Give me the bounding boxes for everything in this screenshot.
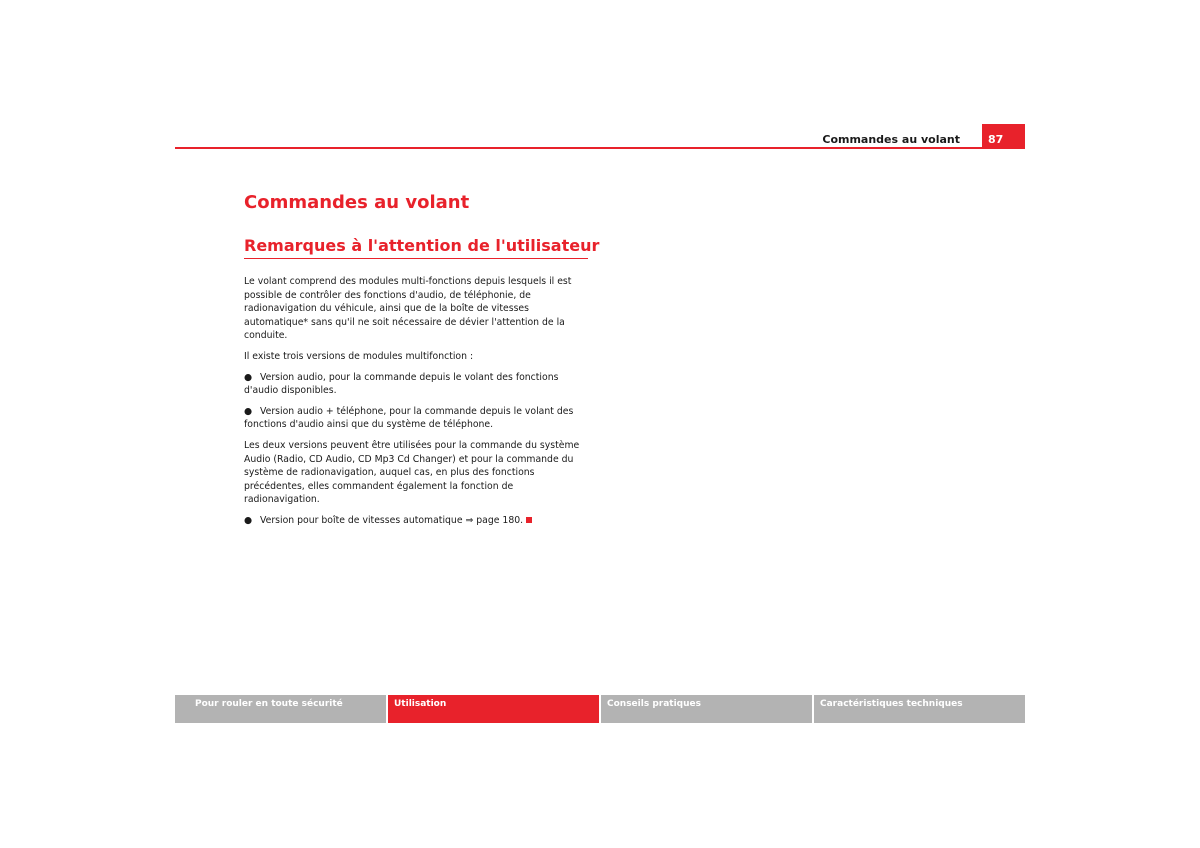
footer-tab-label: Utilisation — [394, 699, 447, 709]
list-item — [244, 514, 590, 528]
page-number: 87 — [988, 133, 1004, 146]
footer-tab-label: Caractéristiques techniques — [820, 699, 963, 709]
subsection-rule — [244, 258, 588, 259]
paragraph-versions: Il existe trois versions de modules multifonction : — [244, 350, 474, 362]
footer-tab-specs[interactable] — [814, 695, 1025, 723]
footer-tab-safety[interactable] — [175, 695, 386, 723]
subsection-heading: Remarques à l'attention de l'utilisateur — [244, 236, 600, 255]
bullet-icon: ● — [244, 514, 253, 526]
bullet-icon: ● — [244, 371, 253, 383]
header-rule — [175, 147, 985, 149]
footer-tab-usage[interactable] — [388, 695, 599, 723]
list-item-text: Version audio, pour la commande depuis le volant des fonctions d'audio disponibles. — [244, 371, 559, 397]
footer-tab-tips[interactable] — [601, 695, 812, 723]
running-header-title: Commandes au volant — [822, 133, 960, 146]
end-of-section-icon — [526, 517, 532, 523]
list-item-link-text[interactable]: Version pour boîte de vitesses automatique ⇒ page 180. — [260, 514, 524, 526]
footer-nav — [175, 695, 1025, 723]
footer-tab-label: Conseils pratiques — [607, 699, 701, 709]
page-number-box — [982, 124, 1025, 149]
footer-tab-label: Pour rouler en toute sécurité — [195, 699, 343, 709]
list-item — [244, 371, 590, 398]
paragraph-usage: Les deux versions peuvent être utilisées pour la commande du système Audio (Radio, CD Audio, CD Mp3 Cd Changer) et pour la commande du système de radionavigation, auquel cas, en plus des fonctions précédentes, elles commandent également la fonction de radionavigation. — [244, 439, 580, 506]
bullet-icon: ● — [244, 405, 253, 417]
list-item — [244, 405, 590, 432]
paragraph-intro: Le volant comprend des modules multi-fonctions depuis lesquels il est possible de contrôler des fonctions d'audio, de téléphonie, de radionavigation du véhicule, ainsi que de la boîte de vitesses automatique* sans qu'il ne soit nécessaire de dévier l'attention de la conduite. — [244, 276, 572, 342]
section-heading: Commandes au volant — [244, 192, 470, 213]
list-item-text: Version audio + téléphone, pour la commande depuis le volant des fonctions d'audio ainsi que du système de téléphone. — [244, 405, 574, 431]
body-text — [244, 275, 590, 535]
